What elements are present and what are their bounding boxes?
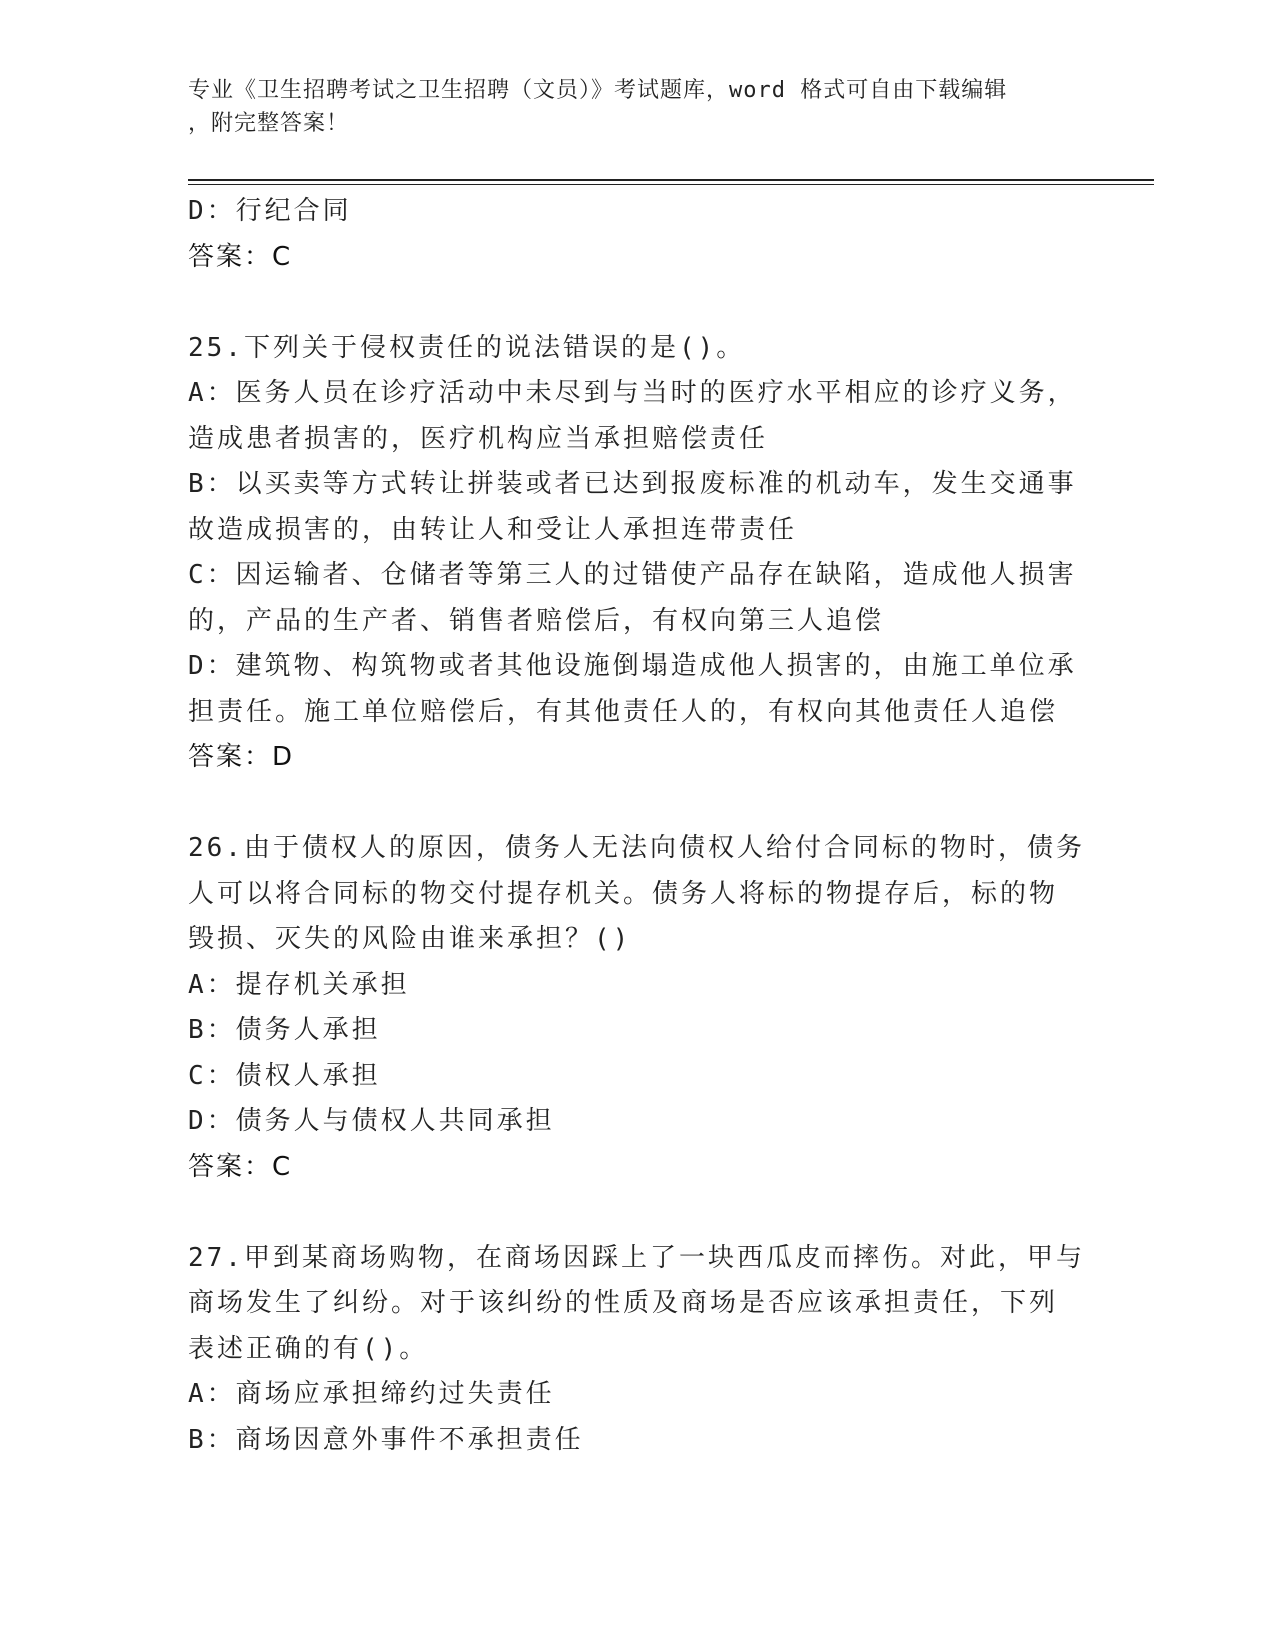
spacer xyxy=(188,781,1088,827)
header-divider-thin xyxy=(188,184,1154,185)
spacer xyxy=(188,1190,1088,1236)
q25-option-a-line1: A：医务人员在诊疗活动中未尽到与当时的医疗水平相应的诊疗义务， xyxy=(188,378,1077,408)
q25-answer: 答案：D xyxy=(188,742,295,772)
question-26 xyxy=(188,826,1088,1190)
q25-option-b-line1: B：以买卖等方式转让拼装或者已达到报废标准的机动车，发生交通事 xyxy=(188,469,1077,499)
prev-option-d: D：行纪合同 xyxy=(188,196,352,226)
document-header-note xyxy=(188,74,1088,140)
q25-stem: 25.下列关于侵权责任的说法错误的是()。 xyxy=(188,332,746,363)
question-27 xyxy=(188,1236,1088,1464)
q26-option-b: B：债务人承担 xyxy=(188,1015,381,1045)
q27-stem-line1: 27.甲到某商场购物，在商场因踩上了一块西瓜皮而摔伤。对此，甲与 xyxy=(188,1242,1085,1273)
q25-option-c-line1: C：因运输者、仓储者等第三人的过错使产品存在缺陷，造成他人损害 xyxy=(188,560,1077,590)
q25-option-b-line2: 故造成损害的，由转让人和受让人承担连带责任 xyxy=(188,514,798,545)
header-divider-thick xyxy=(188,179,1154,181)
q25-option-d-line2: 担责任。施工单位赔偿后，有其他责任人的，有权向其他责任人追偿 xyxy=(188,696,1059,727)
q25-option-c-line2: 的，产品的生产者、销售者赔偿后，有权向第三人追偿 xyxy=(188,605,885,636)
spacer xyxy=(188,280,1088,326)
q27-stem-line3: 表述正确的有()。 xyxy=(188,1333,429,1364)
question-content xyxy=(188,189,1088,1463)
q27-option-a: A：商场应承担缔约过失责任 xyxy=(188,1379,555,1409)
q26-option-a: A：提存机关承担 xyxy=(188,969,410,1000)
q27-stem-line2: 商场发生了纠纷。对于该纠纷的性质及商场是否应该承担责任，下列 xyxy=(188,1288,1059,1318)
q26-stem-line2: 人可以将合同标的物交付提存机关。债务人将标的物提存后，标的物 xyxy=(188,878,1059,909)
q26-stem-line3: 毁损、灭失的风险由谁来承担？() xyxy=(188,924,632,954)
prev-answer: 答案：C xyxy=(188,241,293,272)
q27-option-b: B：商场因意外事件不承担责任 xyxy=(188,1424,584,1455)
question-25 xyxy=(188,326,1088,781)
q25-option-a-line2: 造成患者损害的，医疗机构应当承担赔偿责任 xyxy=(188,423,769,454)
header-line-1: 专业《卫生招聘考试之卫生招聘（文员）》考试题库，word 格式可自由下载编辑 xyxy=(188,78,1008,103)
q25-option-d-line1: D：建筑物、构筑物或者其他设施倒塌造成他人损害的，由施工单位承 xyxy=(188,651,1077,681)
q26-option-c: C：债权人承担 xyxy=(188,1060,381,1091)
header-line-2: ，附完整答案！ xyxy=(188,111,350,136)
q26-option-d: D：债务人与债权人共同承担 xyxy=(188,1106,555,1136)
q26-answer: 答案：C xyxy=(188,1151,293,1182)
q26-stem-line1: 26.由于债权人的原因，债务人无法向债权人给付合同标的物时，债务 xyxy=(188,833,1085,863)
